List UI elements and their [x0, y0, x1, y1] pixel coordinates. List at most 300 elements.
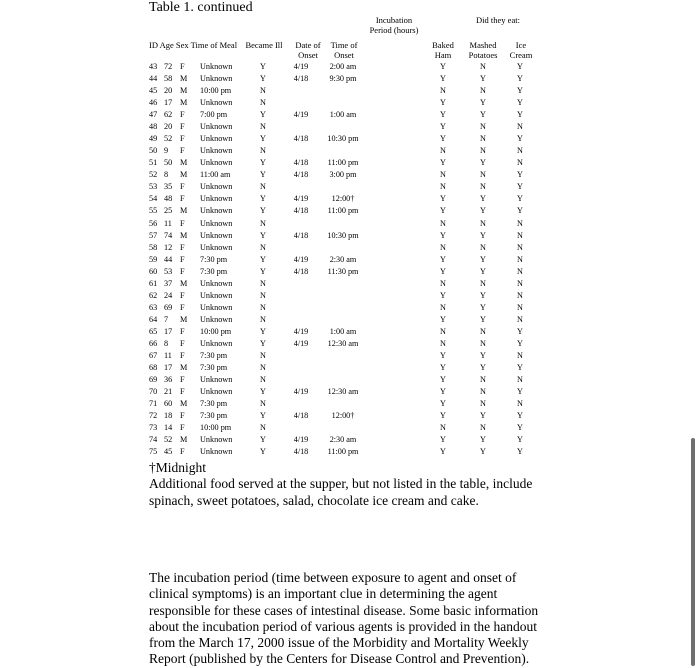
cell-meal: Unknown [200, 74, 233, 84]
cell-meal: 7:30 pm [200, 266, 228, 276]
cell-meal: Unknown [200, 146, 233, 156]
cell-ill: N [260, 290, 266, 300]
cell-ham: N [440, 182, 446, 192]
cell-id: 53 [149, 182, 158, 192]
table-title: Table 1. continued [149, 0, 253, 15]
cell-ham: N [440, 146, 446, 156]
cell-time: 2:30 am [329, 435, 357, 445]
cell-date: 4/19 [293, 110, 309, 120]
cell-pot: Y [480, 266, 486, 276]
cell-date: 4/19 [293, 326, 309, 336]
cell-ice: Y [517, 74, 523, 84]
cell-ham: N [440, 302, 446, 312]
cell-age: 24 [164, 290, 173, 300]
cell-id: 43 [149, 62, 158, 71]
cell-ill: N [260, 218, 266, 228]
cell-ice: Y [517, 411, 523, 421]
cell-ill: Y [260, 110, 266, 120]
time-onset-header-line1: Time of [330, 40, 358, 50]
cell-sex: F [180, 122, 185, 132]
footnote-additional-food: Additional food served at the supper, but not listed in the table, include spinach, sweet potatoes, salad, chocolate ice cream and cake. [149, 476, 533, 508]
cell-id: 58 [149, 242, 158, 252]
cell-age: 52 [164, 134, 173, 144]
cell-time: 11:30 pm [327, 266, 359, 276]
ham-header-line1: Baked [432, 40, 454, 50]
cell-date: 4/18 [293, 158, 309, 168]
cell-id: 61 [149, 278, 158, 288]
cell-age: 14 [164, 423, 173, 433]
cell-id: 66 [149, 338, 158, 348]
cell-ill: Y [260, 206, 266, 216]
incubation-header-line2: Period (hours) [369, 25, 419, 35]
cell-ice: Y [517, 423, 523, 433]
cell-ill: Y [260, 254, 266, 264]
cell-time: 2:00 am [329, 62, 357, 71]
cell-id: 72 [149, 411, 158, 421]
did-they-eat-header: Did they eat: [476, 15, 520, 25]
cell-date: 4/19 [293, 387, 309, 397]
cell-ice: N [517, 230, 523, 240]
cell-time: 1:00 am [329, 326, 357, 336]
cell-ill: Y [260, 338, 266, 348]
cell-ham: N [440, 423, 446, 433]
cell-pot: Y [480, 110, 486, 120]
cell-ill: Y [260, 74, 266, 84]
cell-time: 2:30 am [329, 254, 357, 264]
cell-age: 74 [164, 230, 173, 240]
cell-pot: N [480, 338, 486, 348]
cell-id: 44 [149, 74, 158, 84]
cell-ill: Y [260, 230, 266, 240]
time-onset-header-line2: Onset [334, 50, 354, 60]
cell-age: 20 [164, 86, 173, 96]
cell-ham: N [440, 242, 446, 252]
cell-ill: N [260, 399, 266, 409]
cell-ill: N [260, 363, 266, 372]
cell-pot: N [480, 134, 486, 144]
cell-ice: N [517, 375, 523, 385]
cell-ice: N [517, 254, 523, 264]
cell-pot: Y [480, 74, 486, 84]
cell-ham: Y [440, 122, 446, 132]
cell-time: 3:00 pm [329, 170, 357, 180]
cell-pot: Y [480, 447, 486, 457]
cell-pot: Y [480, 254, 486, 264]
cell-ill: Y [260, 387, 266, 397]
cell-id: 48 [149, 122, 158, 132]
cell-ice: Y [517, 134, 523, 144]
cell-id: 56 [149, 218, 158, 228]
cell-ill: Y [260, 158, 266, 168]
cell-id: 46 [149, 98, 158, 108]
cell-meal: Unknown [200, 338, 233, 348]
cell-sex: F [180, 302, 185, 312]
cell-sex: F [180, 182, 185, 192]
cell-meal: Unknown [200, 182, 233, 192]
cell-sex: F [180, 242, 185, 252]
cell-time: 10:30 pm [327, 230, 359, 240]
cell-age: 8 [164, 170, 169, 180]
cell-age: 11 [164, 218, 172, 228]
cell-pot: Y [480, 314, 486, 324]
cell-pot: Y [480, 290, 486, 300]
cell-age: 20 [164, 122, 173, 132]
cell-ham: Y [440, 194, 446, 204]
cell-meal: Unknown [200, 290, 233, 300]
cell-ill: Y [260, 447, 266, 457]
cell-age: 69 [164, 302, 173, 312]
cell-age: 35 [164, 182, 173, 192]
cell-ice: N [517, 266, 523, 276]
cell-id: 70 [149, 387, 158, 397]
cell-age: 45 [164, 447, 173, 457]
cell-ham: Y [440, 74, 446, 84]
cell-sex: M [180, 170, 188, 180]
cell-ice: Y [517, 170, 523, 180]
cell-ham: Y [440, 134, 446, 144]
cell-ham: Y [440, 290, 446, 300]
cell-pot: N [480, 122, 486, 132]
cell-id: 47 [149, 110, 158, 120]
cell-sex: F [180, 290, 185, 300]
cell-id: 57 [149, 230, 158, 240]
cell-time: 12:00† [331, 194, 355, 204]
cell-id: 75 [149, 447, 158, 457]
cell-age: 44 [164, 254, 173, 264]
cell-sex: F [180, 194, 185, 204]
cell-ill: N [260, 423, 266, 433]
cell-meal: 7:30 pm [200, 399, 228, 409]
cell-age: 18 [164, 411, 173, 421]
cell-pot: N [480, 170, 486, 180]
cell-id: 63 [149, 302, 158, 312]
cell-meal: 7:30 pm [200, 350, 228, 360]
cell-id: 50 [149, 146, 158, 156]
cell-meal: Unknown [200, 122, 233, 132]
cell-id: 74 [149, 435, 158, 445]
cell-date: 4/18 [293, 447, 309, 457]
cell-id: 51 [149, 158, 158, 168]
cell-sex: M [180, 435, 188, 445]
cell-meal: Unknown [200, 194, 233, 204]
date-onset-header-line1: Date of [295, 40, 321, 50]
cell-id: 67 [149, 350, 158, 360]
cell-ham: Y [440, 447, 446, 457]
cell-time: 12:00† [331, 411, 355, 421]
cell-meal: Unknown [200, 98, 233, 108]
cell-ham: Y [440, 387, 446, 397]
cell-meal: Unknown [200, 375, 233, 385]
cell-ice: N [517, 278, 523, 288]
cell-ill: N [260, 375, 266, 385]
cell-date: 4/18 [293, 206, 309, 216]
cell-ill: N [260, 146, 266, 156]
footnote-midnight: †Midnight [149, 460, 207, 475]
cell-id: 65 [149, 326, 158, 336]
cell-sex: F [180, 266, 185, 276]
cell-meal: Unknown [200, 242, 233, 252]
cell-pot: Y [480, 363, 486, 372]
cell-pot: N [480, 375, 486, 385]
cell-sex: M [180, 230, 188, 240]
cell-meal: Unknown [200, 62, 233, 71]
cell-sex: F [180, 62, 185, 71]
cell-id: 62 [149, 290, 158, 300]
cell-pot: Y [480, 158, 486, 168]
cell-age: 58 [164, 74, 173, 84]
cell-time: 11:00 pm [327, 206, 359, 216]
cell-age: 37 [164, 278, 173, 288]
cell-sex: M [180, 74, 188, 84]
icecream-header-line1: Ice [515, 40, 527, 50]
cell-age: 53 [164, 266, 173, 276]
cell-meal: Unknown [200, 218, 233, 228]
cell-date: 4/18 [293, 134, 309, 144]
cell-ice: Y [517, 447, 523, 457]
cell-meal: Unknown [200, 206, 233, 216]
cell-meal: 7:30 pm [200, 363, 228, 372]
cell-ice: Y [517, 206, 523, 216]
cell-age: 11 [164, 350, 172, 360]
cell-date: 4/18 [293, 266, 309, 276]
cell-age: 8 [164, 338, 169, 348]
cell-ice: Y [517, 62, 523, 71]
cell-id: 69 [149, 375, 158, 385]
cell-pot: Y [480, 98, 486, 108]
id-age-sex-meal-header: ID Age Sex Time of Meal [149, 40, 238, 50]
cell-meal: 10:00 pm [200, 423, 232, 433]
cell-ill: N [260, 242, 266, 252]
cell-ill: Y [260, 62, 266, 71]
cell-ice: N [517, 218, 523, 228]
cell-pot: N [480, 326, 486, 336]
cell-pot: N [480, 242, 486, 252]
cell-age: 17 [164, 363, 173, 372]
cell-sex: F [180, 375, 185, 385]
cell-ice: N [517, 302, 523, 312]
cell-ill: Y [260, 266, 266, 276]
cell-id: 54 [149, 194, 158, 204]
cell-sex: M [180, 278, 188, 288]
cell-sex: F [180, 110, 185, 120]
cell-sex: F [180, 338, 185, 348]
ham-header-line2: Ham [434, 50, 452, 60]
cell-ham: Y [440, 435, 446, 445]
cell-sex: F [180, 218, 185, 228]
cell-ice: N [517, 290, 523, 300]
cell-age: 12 [164, 242, 173, 252]
cell-ice: Y [517, 110, 523, 120]
cell-id: 71 [149, 399, 158, 409]
cell-age: 62 [164, 110, 173, 120]
cell-ham: Y [440, 158, 446, 168]
cell-ham: Y [440, 266, 446, 276]
cell-meal: Unknown [200, 314, 233, 324]
cell-id: 68 [149, 363, 158, 372]
cell-pot: N [480, 182, 486, 192]
cell-sex: F [180, 134, 185, 144]
cell-id: 55 [149, 206, 158, 216]
cell-date: 4/18 [293, 230, 309, 240]
cell-time: 12:30 am [327, 338, 359, 348]
cell-pot: N [480, 146, 486, 156]
cell-ice: Y [517, 182, 523, 192]
cell-ham: Y [440, 375, 446, 385]
cell-meal: 7:30 pm [200, 411, 228, 421]
cell-id: 59 [149, 254, 158, 264]
cell-sex: M [180, 206, 188, 216]
cell-ham: Y [440, 110, 446, 120]
cell-age: 60 [164, 399, 173, 409]
cell-sex: F [180, 350, 185, 360]
cell-ill: N [260, 86, 266, 96]
cell-ill: Y [260, 411, 266, 421]
cell-pot: Y [480, 435, 486, 445]
cell-pot: N [480, 399, 486, 409]
cell-sex: F [180, 146, 185, 156]
cell-ham: Y [440, 206, 446, 216]
cell-ice: Y [517, 326, 523, 336]
cell-ham: Y [440, 363, 446, 372]
cell-ill: N [260, 98, 266, 108]
cell-meal: Unknown [200, 158, 233, 168]
cell-ham: Y [440, 399, 446, 409]
became-ill-header: Became Ill [245, 40, 283, 50]
cell-date: 4/19 [293, 194, 309, 204]
cell-age: 50 [164, 158, 173, 168]
cell-pot: Y [480, 302, 486, 312]
cell-ice: N [517, 158, 523, 168]
body-paragraph: The incubation period (time between exposure to agent and onset of clinical symptoms) is an important clue in determining the agent responsible for these cases of intestinal disease. Some basic information about the incubation period of various agents is provided in the handout from the March 17, 2000 issue of the Morbidity and Mortality Weekly Report (published by the Centers for Disease Control and Prevention). [149, 570, 539, 667]
cell-ice: Y [517, 86, 523, 96]
cell-pot: Y [480, 194, 486, 204]
cell-ice: Y [517, 98, 523, 108]
cell-ham: Y [440, 230, 446, 240]
cell-meal: 7:00 pm [200, 110, 228, 120]
cell-sex: F [180, 326, 185, 336]
cell-ill: N [260, 278, 266, 288]
cell-ill: Y [260, 435, 266, 445]
cell-id: 52 [149, 170, 158, 180]
cell-time: 10:30 pm [327, 134, 359, 144]
cell-ill: N [260, 350, 266, 360]
cell-ham: Y [440, 62, 446, 71]
cell-ham: N [440, 170, 446, 180]
cell-age: 52 [164, 435, 173, 445]
cell-ham: N [440, 278, 446, 288]
cell-sex: F [180, 254, 185, 264]
cell-ham: N [440, 338, 446, 348]
cell-pot: Y [480, 350, 486, 360]
cell-meal: Unknown [200, 387, 233, 397]
cell-id: 60 [149, 266, 158, 276]
cell-pot: N [480, 62, 486, 71]
cell-ice: N [517, 122, 523, 132]
cell-ill: N [260, 122, 266, 132]
cell-ill: Y [260, 134, 266, 144]
cell-pot: N [480, 86, 486, 96]
cell-pot: N [480, 387, 486, 397]
icecream-header-line2: Cream [509, 50, 533, 60]
cell-meal: Unknown [200, 447, 233, 457]
cell-age: 17 [164, 98, 173, 108]
cell-ill: N [260, 314, 266, 324]
cell-age: 36 [164, 375, 173, 385]
cell-meal: 10:00 pm [200, 326, 232, 336]
cell-pot: N [480, 278, 486, 288]
cell-pot: Y [480, 411, 486, 421]
cell-date: 4/19 [293, 435, 309, 445]
cell-date: 4/18 [293, 74, 309, 84]
cell-ice: N [517, 242, 523, 252]
cell-time: 1:00 am [329, 110, 357, 120]
cell-ham: Y [440, 350, 446, 360]
cell-sex: M [180, 399, 188, 409]
cell-date: 4/19 [293, 62, 309, 71]
cell-sex: M [180, 98, 188, 108]
cell-time: 12:30 am [327, 387, 359, 397]
cell-ill: N [260, 182, 266, 192]
cell-age: 25 [164, 206, 173, 216]
cell-sex: F [180, 387, 185, 397]
cell-ice: Y [517, 338, 523, 348]
cell-ill: Y [260, 326, 266, 336]
potatoes-header-line1: Mashed [469, 40, 497, 50]
cell-pot: N [480, 218, 486, 228]
cell-meal: Unknown [200, 278, 233, 288]
cell-time: 11:00 pm [327, 447, 359, 457]
cell-time: 11:00 pm [327, 158, 359, 168]
cell-age: 72 [164, 62, 173, 71]
cell-pot: N [480, 423, 486, 433]
cell-id: 49 [149, 134, 158, 144]
cell-meal: 10:00 pm [200, 86, 232, 96]
cell-ham: N [440, 218, 446, 228]
cell-age: 21 [164, 387, 173, 397]
cell-id: 45 [149, 86, 158, 96]
cell-meal: Unknown [200, 134, 233, 144]
cell-sex: F [180, 447, 185, 457]
cell-id: 64 [149, 314, 158, 324]
cell-ill: Y [260, 170, 266, 180]
cell-ham: Y [440, 411, 446, 421]
cell-time: 9:30 pm [329, 74, 357, 84]
cell-id: 73 [149, 423, 158, 433]
cell-age: 17 [164, 326, 173, 336]
cell-sex: M [180, 314, 188, 324]
incubation-header-line1: Incubation [375, 15, 413, 25]
cell-ice: Y [517, 387, 523, 397]
cell-meal: Unknown [200, 230, 233, 240]
cell-age: 9 [164, 146, 169, 156]
cell-ham: Y [440, 314, 446, 324]
cell-pot: Y [480, 206, 486, 216]
potatoes-header-line2: Potatoes [468, 50, 498, 60]
cell-ice: Y [517, 363, 523, 372]
cell-ice: N [517, 314, 523, 324]
cell-pot: Y [480, 230, 486, 240]
cell-ice: N [517, 350, 523, 360]
cell-ice: Y [517, 435, 523, 445]
cell-ice: N [517, 399, 523, 409]
cell-ham: Y [440, 98, 446, 108]
scrollbar-thumb[interactable] [691, 438, 695, 666]
date-onset-header-line2: Onset [298, 50, 318, 60]
cell-ill: Y [260, 194, 266, 204]
cell-ham: Y [440, 254, 446, 264]
cell-ill: N [260, 302, 266, 312]
cell-date: 4/19 [293, 338, 309, 348]
